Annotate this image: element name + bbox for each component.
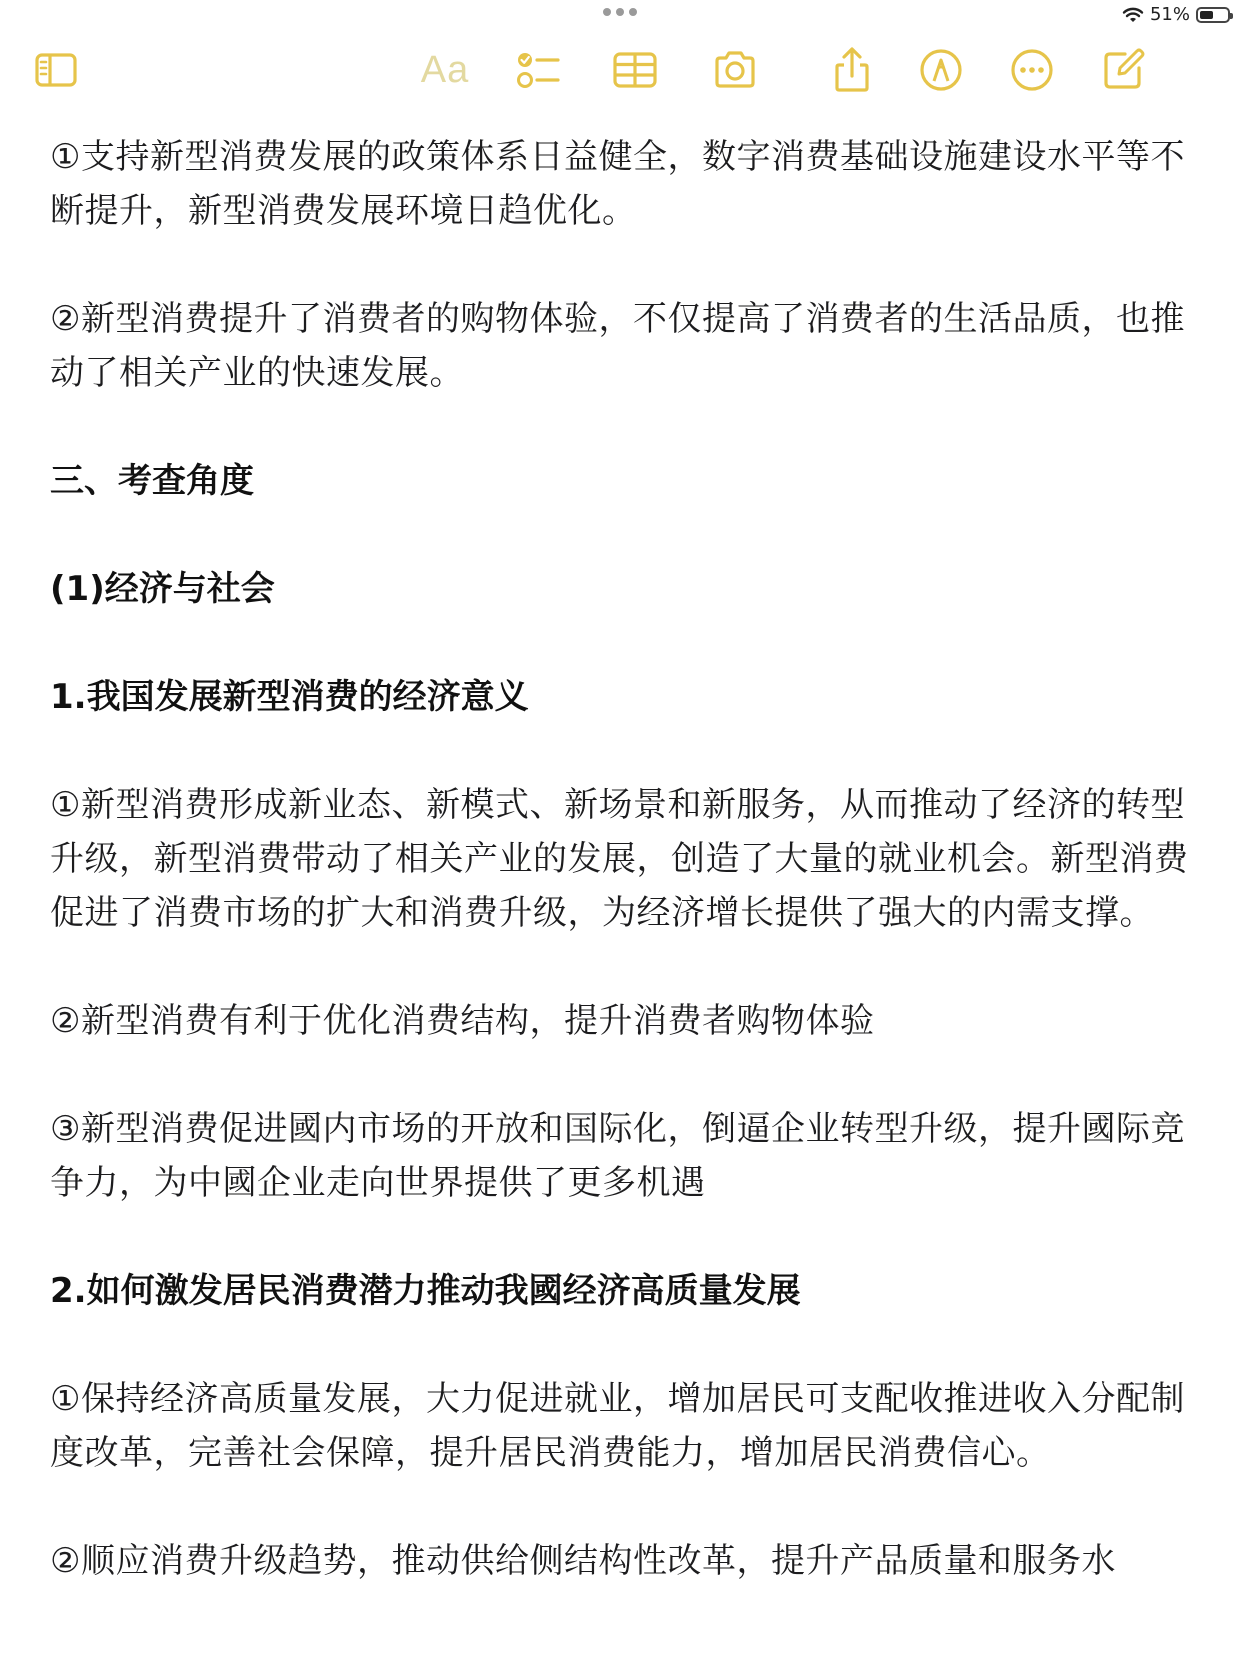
section-heading: 三、考查角度: [50, 461, 254, 501]
markup-button[interactable]: [915, 44, 967, 96]
format-button[interactable]: [415, 44, 475, 96]
note-paragraph: ②新型消费提升了消费者的购物体验，不仅提高了消费者的生活品质，也推动了相关产业的快速发展。: [50, 299, 1185, 393]
topic-heading: 2.如何激发居民消费潜力推动我國经济高质量发展: [50, 1271, 801, 1311]
more-options-button[interactable]: [1006, 44, 1058, 96]
wifi-icon: [1122, 7, 1144, 23]
more-icon: [1008, 46, 1056, 94]
checklist-icon: [514, 46, 562, 94]
note-paragraph: ①新型消费形成新业态、新模式、新场景和新服务，从而推动了经济的转型升级，新型消费带动了相关产业的发展，创造了大量的就业机会。新型消费促进了消费市场的扩大和消费升级，为经济增长提供了强大的内需支撑。: [50, 785, 1189, 933]
compose-button[interactable]: [1097, 44, 1149, 96]
battery-icon: [1196, 7, 1230, 23]
note-paragraph: ②顺应消费升级趋势，推动供给侧结构性改革，提升产品质量和服务水: [50, 1541, 1116, 1581]
note-paragraph: ①支持新型消费发展的政策体系日益健全，数字消费基础设施建设水平等不断提升，新型消费发展环境日趋优化。: [50, 137, 1185, 231]
compose-icon: [1099, 46, 1147, 94]
battery-percentage: 51%: [1149, 4, 1190, 25]
markup-icon: [917, 46, 965, 94]
subsection-heading: (1)经济与社会: [50, 569, 275, 609]
status-indicators: [1122, 4, 1230, 25]
table-icon: [611, 46, 659, 94]
share-icon: [828, 46, 876, 94]
sidebar-toggle-button[interactable]: [30, 44, 82, 96]
battery-level-fill: [1200, 11, 1213, 19]
status-bar: [0, 0, 1242, 32]
format-icon: Aa: [420, 48, 470, 91]
topic-heading: 1.我国发展新型消费的经济意义: [50, 677, 529, 717]
table-button[interactable]: [609, 44, 661, 96]
notes-toolbar: [0, 40, 1242, 96]
note-body[interactable]: [50, 130, 1200, 1588]
note-paragraph: ①保持经济高质量发展，大力促进就业，增加居民可支配收推进收入分配制度改革，完善社会保障，提升居民消费能力，增加居民消费信心。: [50, 1379, 1185, 1473]
multitasking-handle[interactable]: [603, 8, 637, 16]
camera-icon: [711, 46, 759, 94]
note-paragraph: ②新型消费有利于优化消费结构，提升消费者购物体验: [50, 1001, 875, 1041]
note-paragraph: ③新型消费促进國内市场的开放和国际化，倒逼企业转型升级，提升國际竞争力，为中國企业走向世界提供了更多机遇: [50, 1109, 1185, 1203]
share-button[interactable]: [826, 44, 878, 96]
camera-button[interactable]: [709, 44, 761, 96]
checklist-button[interactable]: [512, 44, 564, 96]
sidebar-icon: [32, 46, 80, 94]
